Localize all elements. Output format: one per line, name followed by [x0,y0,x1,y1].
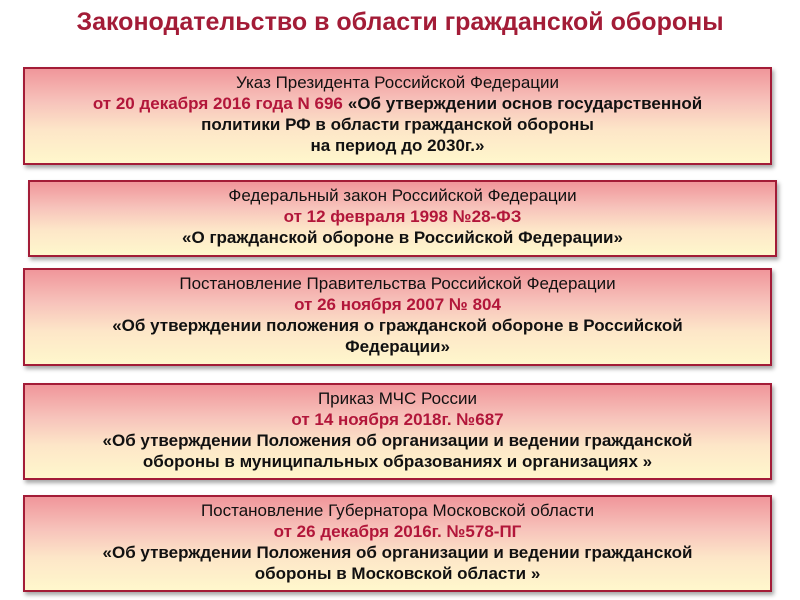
document-card-presidential-decree [23,67,772,165]
document-type: Указ Президента Российской Федерации [235,73,560,92]
document-subject-continued: обороны в муниципальных образованиях и организациях » [142,452,653,471]
document-date: от 20 декабря 2016 года N 696 [92,94,343,113]
document-card-federal-law [28,180,777,257]
document-date: от 14 ноября 2018г. №687 [291,410,504,429]
document-type: Постановление Правительства Российской Федерации [179,274,616,293]
document-type: Приказ МЧС России [317,389,478,408]
page-title: Законодательство в области гражданской обороны [76,8,724,36]
document-subject-continued: обороны в Московской области » [254,564,541,583]
document-date: от 12 февраля 1998 №28-ФЗ [283,207,522,226]
document-card-emergency-ministry-order [23,383,772,480]
document-type: Постановление Губернатора Московской области [200,501,595,520]
document-date: от 26 ноября 2007 № 804 [294,295,501,314]
document-card-government-resolution [23,268,772,366]
document-subject-continued: политики РФ в области гражданской обороны [201,115,594,134]
document-subject: «Об утверждении основ государственной [347,94,703,113]
document-subject: «Об утверждении Положения об организации и ведении гражданской [102,431,693,450]
document-date: от 26 декабря 2016г. №578-ПГ [273,522,522,541]
document-subject: «Об утверждении Положения об организации и ведении гражданской [102,543,693,562]
document-card-governor-resolution [23,495,772,592]
document-subject: «О гражданской обороне в Российской Федерации» [182,228,623,247]
document-subject: «Об утверждении положения о гражданской обороне в Российской [112,316,683,335]
document-subject-continued: Федерации» [345,337,450,356]
document-subject-continued: на период до 2030г.» [310,136,485,155]
document-type: Федеральный закон Российской Федерации [228,186,577,205]
